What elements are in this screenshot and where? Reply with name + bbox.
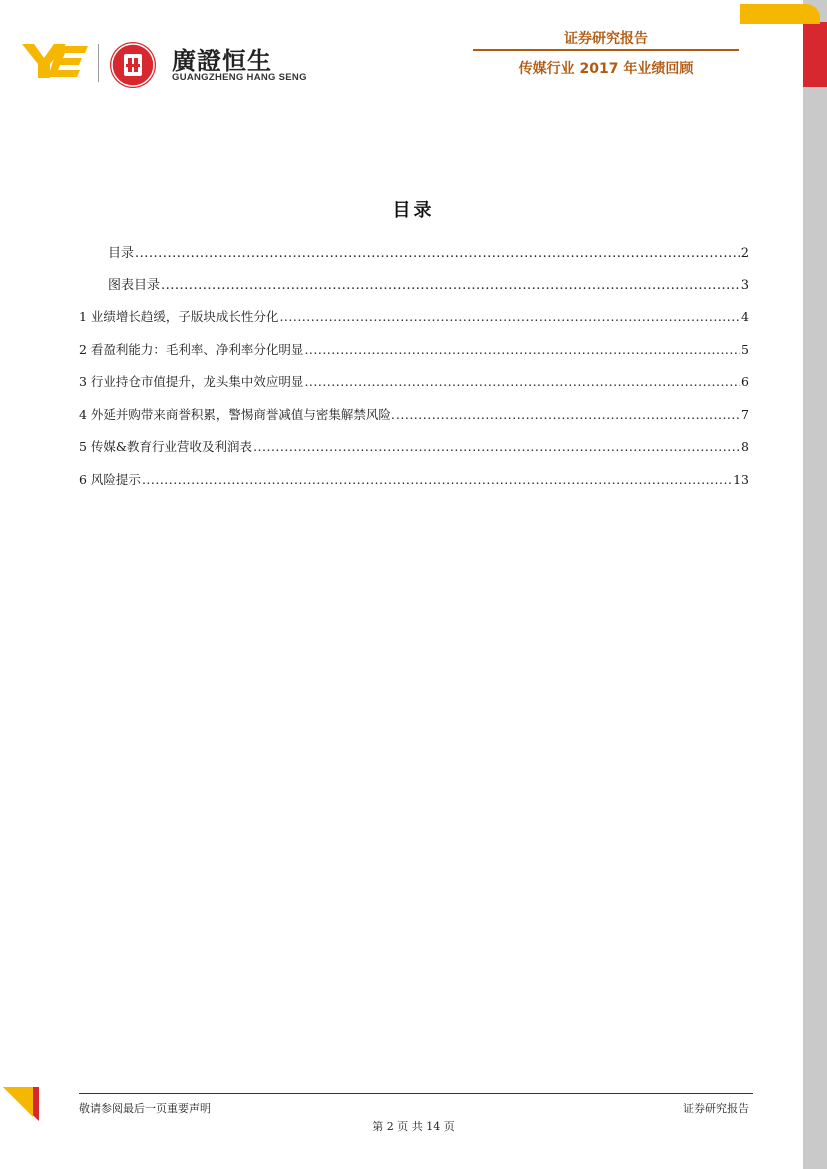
- report-type-label: 证券研究报告: [564, 31, 648, 47]
- toc-entry-title: 1 业绩增长趋缓，子版块成长性分化: [79, 309, 279, 324]
- toc-entry[interactable]: [79, 372, 749, 390]
- report-subtitle: 传媒行业 2017 年业绩回顾: [518, 61, 694, 77]
- toc-entry-title: 目录: [108, 246, 135, 261]
- toc-leader-dots: [304, 342, 740, 357]
- ye-logo-icon: [22, 42, 90, 80]
- toc-leader-dots: [304, 374, 740, 389]
- footer-page-number: 第 2 页 共 14 页: [372, 1120, 455, 1133]
- toc-entry-page: 5: [741, 342, 749, 357]
- seal-logo-icon: [110, 42, 156, 88]
- toc-entry-title: 2 看盈利能力：毛利率、净利率分化明显: [79, 342, 304, 357]
- toc-leader-dots: [142, 472, 732, 487]
- toc-entry-page: 6: [741, 374, 749, 389]
- toc-entry[interactable]: [79, 340, 749, 358]
- toc-entry[interactable]: [79, 405, 749, 423]
- footer-rule: [79, 1093, 753, 1094]
- right-red-accent: [803, 22, 827, 87]
- toc-entry-title: 6 风险提示: [79, 472, 141, 487]
- toc-leader-dots: [396, 407, 740, 422]
- toc-entry[interactable]: [79, 307, 749, 325]
- corner-triangle-icon: [3, 1085, 39, 1121]
- toc-entry-page: 3: [740, 278, 749, 293]
- toc-leader-dots: [135, 246, 740, 261]
- logo-divider: [98, 44, 99, 82]
- brand-name-en: GUANGZHENG HANG SENG: [172, 72, 307, 83]
- toc-entry-page: 8: [741, 439, 749, 454]
- footer-disclaimer: 敬请参阅最后一页重要声明: [79, 1102, 211, 1115]
- toc-entry-title: 3 行业持仓市值提升，龙头集中效应明显: [79, 374, 304, 389]
- top-yellow-tab: [740, 4, 820, 24]
- header-rule: [473, 49, 739, 51]
- toc-leader-dots: [161, 278, 740, 293]
- toc-entry-title: 4 外延并购带来商誉积累，警惕商誉减值与密集解禁风险.: [79, 407, 395, 422]
- toc-entry-page: 4: [741, 309, 749, 324]
- toc-entry[interactable]: [79, 437, 749, 455]
- toc-entry-title: 5 传媒&教育行业营收及利润表: [79, 439, 253, 454]
- toc-entry-page: 7: [741, 407, 749, 422]
- toc-entry-page: 2: [740, 246, 749, 261]
- toc-entry-page: 13: [733, 472, 749, 487]
- toc-heading: 目录: [392, 200, 435, 221]
- toc-leader-dots: [279, 309, 740, 324]
- toc-entry[interactable]: [108, 274, 749, 293]
- brand-name-cn: 廣證恒生: [172, 47, 272, 75]
- toc-entry[interactable]: [108, 242, 749, 261]
- footer-report-label: 证券研究报告: [683, 1102, 749, 1115]
- toc-entry[interactable]: [79, 470, 749, 488]
- toc-leader-dots: [253, 439, 740, 454]
- right-side-bar: [803, 0, 827, 1169]
- toc-entry-title: 图表目录: [108, 278, 161, 293]
